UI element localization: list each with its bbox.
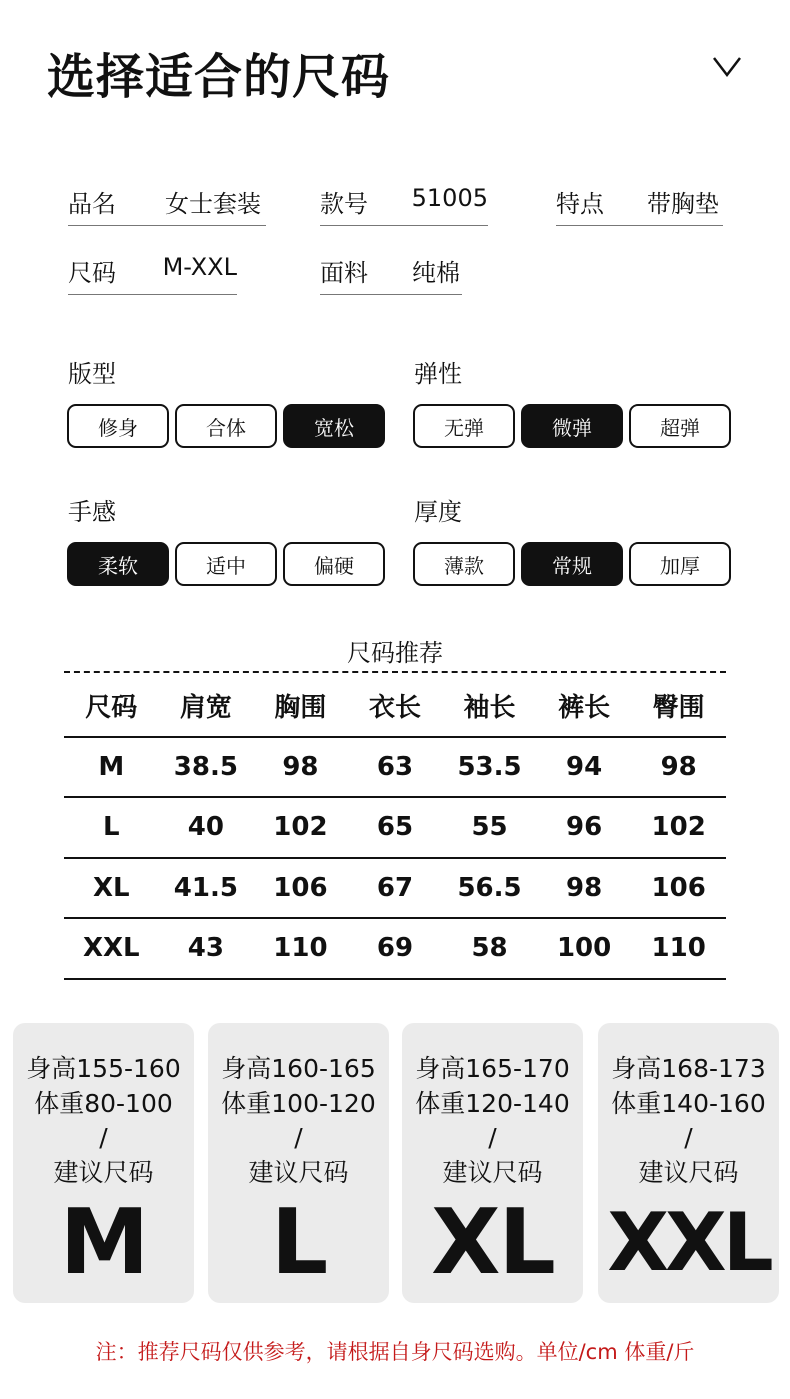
fit-option-regular[interactable]: 合体 xyxy=(175,404,277,448)
card-size: XL xyxy=(431,1190,554,1295)
info-fabric-key: 面料 xyxy=(320,259,368,287)
chevron-down-icon[interactable] xyxy=(712,56,742,78)
feel-option-soft[interactable]: 柔软 xyxy=(67,542,169,586)
info-feature xyxy=(556,184,723,226)
feel-option-hard[interactable]: 偏硬 xyxy=(283,542,385,586)
card-label: 建议尺码 xyxy=(248,1157,349,1187)
card-height: 身高160-165 xyxy=(221,1054,376,1083)
table-cell: XL xyxy=(64,858,159,919)
info-size-range xyxy=(68,253,237,295)
table-row xyxy=(64,918,726,979)
recommend-card-xxl xyxy=(598,1023,779,1303)
card-separator: / xyxy=(684,1123,693,1152)
table-cell: XXL xyxy=(64,918,159,979)
card-height: 身高165-170 xyxy=(415,1054,570,1083)
recommend-card-xl xyxy=(402,1023,583,1303)
header-shoulder: 肩宽 xyxy=(159,676,254,737)
table-cell: 55 xyxy=(442,797,537,858)
fit-label: 版型 xyxy=(68,360,116,388)
card-weight: 体重80-100 xyxy=(34,1088,173,1118)
table-cell: 98 xyxy=(253,737,348,798)
info-style-no-value: 51005 xyxy=(411,184,488,212)
thickness-option-thick[interactable]: 加厚 xyxy=(629,542,731,586)
header-bust: 胸围 xyxy=(253,676,348,737)
table-cell: 40 xyxy=(159,797,254,858)
table-row xyxy=(64,858,726,919)
info-size-range-value: M-XXL xyxy=(162,253,237,281)
table-cell: 98 xyxy=(631,737,726,798)
elasticity-label: 弹性 xyxy=(414,360,462,388)
header-size: 尺码 xyxy=(64,676,159,737)
header-sleeve: 袖长 xyxy=(442,676,537,737)
header-hip: 臀围 xyxy=(631,676,726,737)
card-height: 身高168-173 xyxy=(611,1054,766,1083)
card-size: L xyxy=(270,1190,327,1295)
elasticity-option-super[interactable]: 超弹 xyxy=(629,404,731,448)
elasticity-option-none[interactable]: 无弹 xyxy=(413,404,515,448)
table-cell: 94 xyxy=(537,737,632,798)
info-style-no xyxy=(320,184,488,226)
feel-label: 手感 xyxy=(68,498,116,526)
table-cell: 43 xyxy=(159,918,254,979)
info-feature-value: 带胸垫 xyxy=(647,190,719,218)
table-cell: 100 xyxy=(537,918,632,979)
table-cell: 102 xyxy=(631,797,726,858)
card-height: 身高155-160 xyxy=(26,1054,181,1083)
table-cell: 96 xyxy=(537,797,632,858)
recommend-card-l xyxy=(208,1023,389,1303)
card-separator: / xyxy=(488,1123,497,1152)
card-size: XXL xyxy=(607,1196,770,1289)
info-name-value: 女士套装 xyxy=(165,190,261,218)
table-cell: L xyxy=(64,797,159,858)
recommend-card-m xyxy=(13,1023,194,1303)
card-weight: 体重120-140 xyxy=(415,1088,570,1118)
card-separator: / xyxy=(99,1123,108,1152)
card-label: 建议尺码 xyxy=(53,1157,154,1187)
fit-option-loose[interactable]: 宽松 xyxy=(283,404,385,448)
table-cell: 110 xyxy=(253,918,348,979)
thickness-label: 厚度 xyxy=(414,498,462,526)
table-cell: M xyxy=(64,737,159,798)
table-cell: 98 xyxy=(537,858,632,919)
table-cell: 102 xyxy=(253,797,348,858)
table-cell: 56.5 xyxy=(442,858,537,919)
table-cell: 63 xyxy=(348,737,443,798)
size-table-header-row xyxy=(64,676,726,737)
table-cell: 110 xyxy=(631,918,726,979)
table-row xyxy=(64,797,726,858)
header-top-length: 衣长 xyxy=(348,676,443,737)
card-label: 建议尺码 xyxy=(638,1157,739,1187)
info-style-no-key: 款号 xyxy=(320,190,368,218)
info-name-key: 品名 xyxy=(68,190,116,218)
card-weight: 体重140-160 xyxy=(611,1088,766,1118)
table-cell: 65 xyxy=(348,797,443,858)
thickness-option-thin[interactable]: 薄款 xyxy=(413,542,515,586)
page-title: 选择适合的尺码 xyxy=(47,49,391,105)
table-cell: 41.5 xyxy=(159,858,254,919)
table-cell: 69 xyxy=(348,918,443,979)
table-cell: 106 xyxy=(631,858,726,919)
dashed-divider xyxy=(64,671,726,673)
size-table-title: 尺码推荐 xyxy=(347,639,443,667)
footer-note: 注：推荐尺码仅供参考，请根据自身尺码选购。单位/cm 体重/斤 xyxy=(95,1340,695,1364)
card-label: 建议尺码 xyxy=(442,1157,543,1187)
header-pants-length: 裤长 xyxy=(537,676,632,737)
fit-option-slim[interactable]: 修身 xyxy=(67,404,169,448)
size-table xyxy=(64,676,726,980)
table-cell: 106 xyxy=(253,858,348,919)
info-fabric xyxy=(320,253,462,295)
card-weight: 体重100-120 xyxy=(221,1088,376,1118)
thickness-option-regular[interactable]: 常规 xyxy=(521,542,623,586)
table-cell: 58 xyxy=(442,918,537,979)
info-name xyxy=(68,184,266,226)
info-fabric-value: 纯棉 xyxy=(412,259,460,287)
card-size: M xyxy=(59,1190,148,1295)
info-feature-key: 特点 xyxy=(556,190,604,218)
card-separator: / xyxy=(294,1123,303,1152)
table-row xyxy=(64,737,726,798)
table-cell: 53.5 xyxy=(442,737,537,798)
elasticity-option-slight[interactable]: 微弹 xyxy=(521,404,623,448)
table-cell: 38.5 xyxy=(159,737,254,798)
table-cell: 67 xyxy=(348,858,443,919)
info-size-range-key: 尺码 xyxy=(68,259,116,287)
feel-option-medium[interactable]: 适中 xyxy=(175,542,277,586)
